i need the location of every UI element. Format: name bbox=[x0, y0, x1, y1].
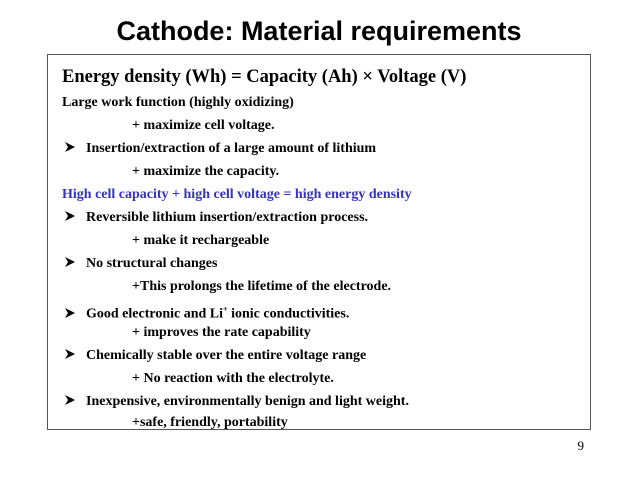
arrowhead-bullet-icon bbox=[64, 256, 76, 268]
requirement-work-function: Large work function (highly oxidizing) bbox=[62, 95, 294, 110]
benefit-rate: + improves the rate capability bbox=[132, 325, 311, 340]
energy-density-summary: High cell capacity + high cell voltage = high energy density bbox=[62, 187, 412, 202]
arrowhead-bullet-icon bbox=[64, 210, 76, 222]
bullet-conductivity bbox=[64, 301, 349, 324]
arrowhead-bullet-icon bbox=[64, 348, 76, 360]
bullet-text: Reversible lithium insertion/extraction process. bbox=[86, 210, 369, 225]
bullet-text: Insertion/extraction of a large amount of lithium bbox=[86, 141, 377, 156]
benefit-lifetime: +This prolongs the lifetime of the electrode. bbox=[132, 279, 392, 294]
arrowhead-bullet-icon bbox=[64, 394, 76, 406]
bullet-text-tail: ionic conductivities. bbox=[227, 306, 350, 322]
bullet-text: Chemically stable over the entire voltage range bbox=[86, 348, 367, 363]
energy-density-formula: Energy density (Wh) = Capacity (Ah) × Voltage (V) bbox=[62, 67, 467, 87]
benefit-rechargeable: + make it rechargeable bbox=[132, 233, 270, 248]
bullet-text: Good electronic and Li bbox=[86, 306, 224, 322]
slide-title: Cathode: Material requirements bbox=[116, 16, 522, 46]
benefit-no-reaction: + No reaction with the electrolyte. bbox=[132, 371, 334, 386]
bullet-structural bbox=[64, 255, 217, 273]
page-number: 9 bbox=[577, 438, 584, 453]
bullet-inexpensive bbox=[64, 393, 409, 411]
benefit-capacity: + maximize the capacity. bbox=[132, 164, 280, 179]
bullet-insertion-extraction bbox=[64, 140, 376, 158]
bullet-chemical-stability bbox=[64, 347, 366, 365]
superscript-plus: + bbox=[223, 305, 228, 314]
arrowhead-bullet-icon bbox=[64, 307, 76, 319]
bullet-text: No structural changes bbox=[86, 256, 218, 271]
benefit-cell-voltage: + maximize cell voltage. bbox=[132, 118, 275, 133]
bullet-reversible bbox=[64, 209, 368, 227]
arrowhead-bullet-icon bbox=[64, 141, 76, 153]
bullet-text: Inexpensive, environmentally benign and light weight. bbox=[86, 394, 409, 409]
benefit-portability: +safe, friendly, portability bbox=[132, 415, 288, 430]
